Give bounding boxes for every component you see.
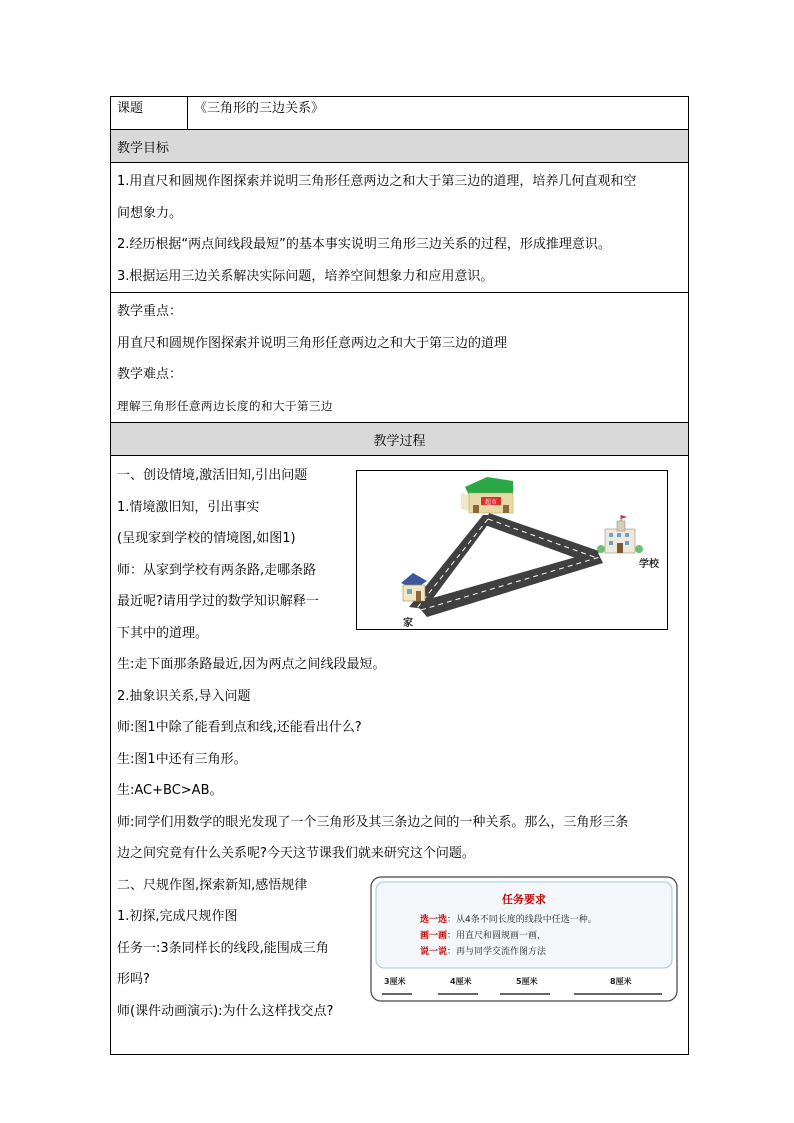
process-row (111, 456, 689, 1055)
figure-task-requirements (370, 876, 678, 1008)
process-line: 师:图1中除了能看到点和线,还能看出什么? (117, 720, 362, 735)
objectives-heading: 教学目标 (111, 130, 689, 163)
shop-building-icon (461, 477, 513, 513)
task-line-1 (420, 913, 597, 925)
task-text: ：再与同学交流作图方法 (447, 947, 547, 957)
home-label: 家 (403, 618, 413, 629)
objective-line: 3.根据运用三边关系解决实际问题，培养空间想象力和应用意识。 (117, 268, 494, 284)
task-key: 选一选 (420, 915, 448, 925)
process-line: 形吗? (117, 972, 150, 987)
road-map-illustration (357, 471, 667, 629)
process-line: 1.情境激旧知，引出事实 (117, 499, 260, 515)
process-line: 2.抽象识关系,导入问题 (117, 688, 251, 704)
segment-label: 4厘米 (450, 977, 472, 986)
segment-label: 5厘米 (516, 977, 538, 986)
process-line: 最近呢?请用学过的数学知识解释一 (117, 594, 319, 609)
figure-home-to-school (356, 470, 668, 630)
shop-sign: 超市 (484, 499, 498, 506)
process-line: 师：从家到学校有两条路,走哪条路 (117, 562, 317, 578)
process-line: 二、尺规作图,探索新知,感悟规律 (117, 877, 308, 893)
school-label: 学校 (639, 559, 659, 570)
segment-label: 8厘米 (610, 977, 632, 986)
objectives-cell (111, 163, 689, 293)
process-line: 生:走下面那条路最近,因为两点之间线段最短。 (117, 657, 386, 672)
process-line: 师(课件动画演示):为什么这样找交点? (117, 1003, 334, 1019)
topic-title: 《三角形的三边关系》 (188, 97, 689, 130)
task-key: 说一说 (420, 947, 448, 957)
process-heading-row (111, 423, 689, 456)
topic-label: 课题 (111, 97, 188, 130)
task-key: 画一画 (420, 931, 448, 941)
title-row (111, 97, 689, 130)
objectives-heading-row (111, 130, 689, 163)
process-line: 下其中的道理。 (117, 625, 209, 641)
task-title: 任务要求 (502, 893, 546, 906)
process-line: (呈现家到学校的情境图,如图1) (117, 531, 296, 546)
process-line: 生:图1中还有三角形。 (117, 751, 247, 767)
process-line: 生:AC+BC>AB。 (117, 783, 223, 798)
process-line: 任务一:3条同样长的线段,能围成三角 (117, 940, 329, 956)
key-points-cell (111, 293, 689, 423)
objective-line: 间想象力。 (117, 205, 183, 221)
process-line: 1.初探,完成尺规作图 (117, 909, 238, 924)
lesson-plan (110, 96, 688, 1055)
segment-label: 3厘米 (384, 977, 406, 986)
objectives-row (111, 163, 689, 293)
school-building-icon (597, 515, 643, 553)
task-card (370, 876, 678, 1008)
key-points-row (111, 293, 689, 423)
task-line-3 (420, 945, 547, 957)
difficulty-text: 理解三角形任意两边长度的和大于第三边 (117, 398, 333, 413)
process-heading: 教学过程 (111, 423, 689, 456)
task-text: ：从4条不同长度的线段中任选一种。 (447, 915, 597, 925)
process-cell (111, 456, 689, 1055)
key-text: 用直尺和圆规作图探索并说明三角形任意两边之和大于第三边的道理 (117, 335, 508, 351)
process-line: 一、创设情境,激活旧知,引出问题 (117, 468, 308, 483)
objective-line: 2.经历根据“两点间线段最短”的基本事实说明三角形三边关系的过程，形成推理意识。 (117, 237, 611, 252)
task-line-2 (420, 929, 546, 941)
lesson-table (110, 96, 689, 1055)
difficulty-label: 教学难点： (117, 367, 183, 382)
home-building-icon (401, 573, 427, 601)
objective-line: 1.用直尺和圆规作图探索并说明三角形任意两边之和大于第三边的道理，培养几何直观和空 (117, 174, 637, 189)
process-line: 师:同学们用数学的眼光发现了一个三角形及其三条边之间的一种关系。那么，三角形三条 (117, 814, 629, 830)
task-text: ：用直尺和圆规画一画， (447, 931, 547, 941)
process-line: 边之间究竟有什么关系呢?今天这节课我们就来研究这个问题。 (117, 846, 475, 861)
key-label: 教学重点： (117, 304, 183, 319)
